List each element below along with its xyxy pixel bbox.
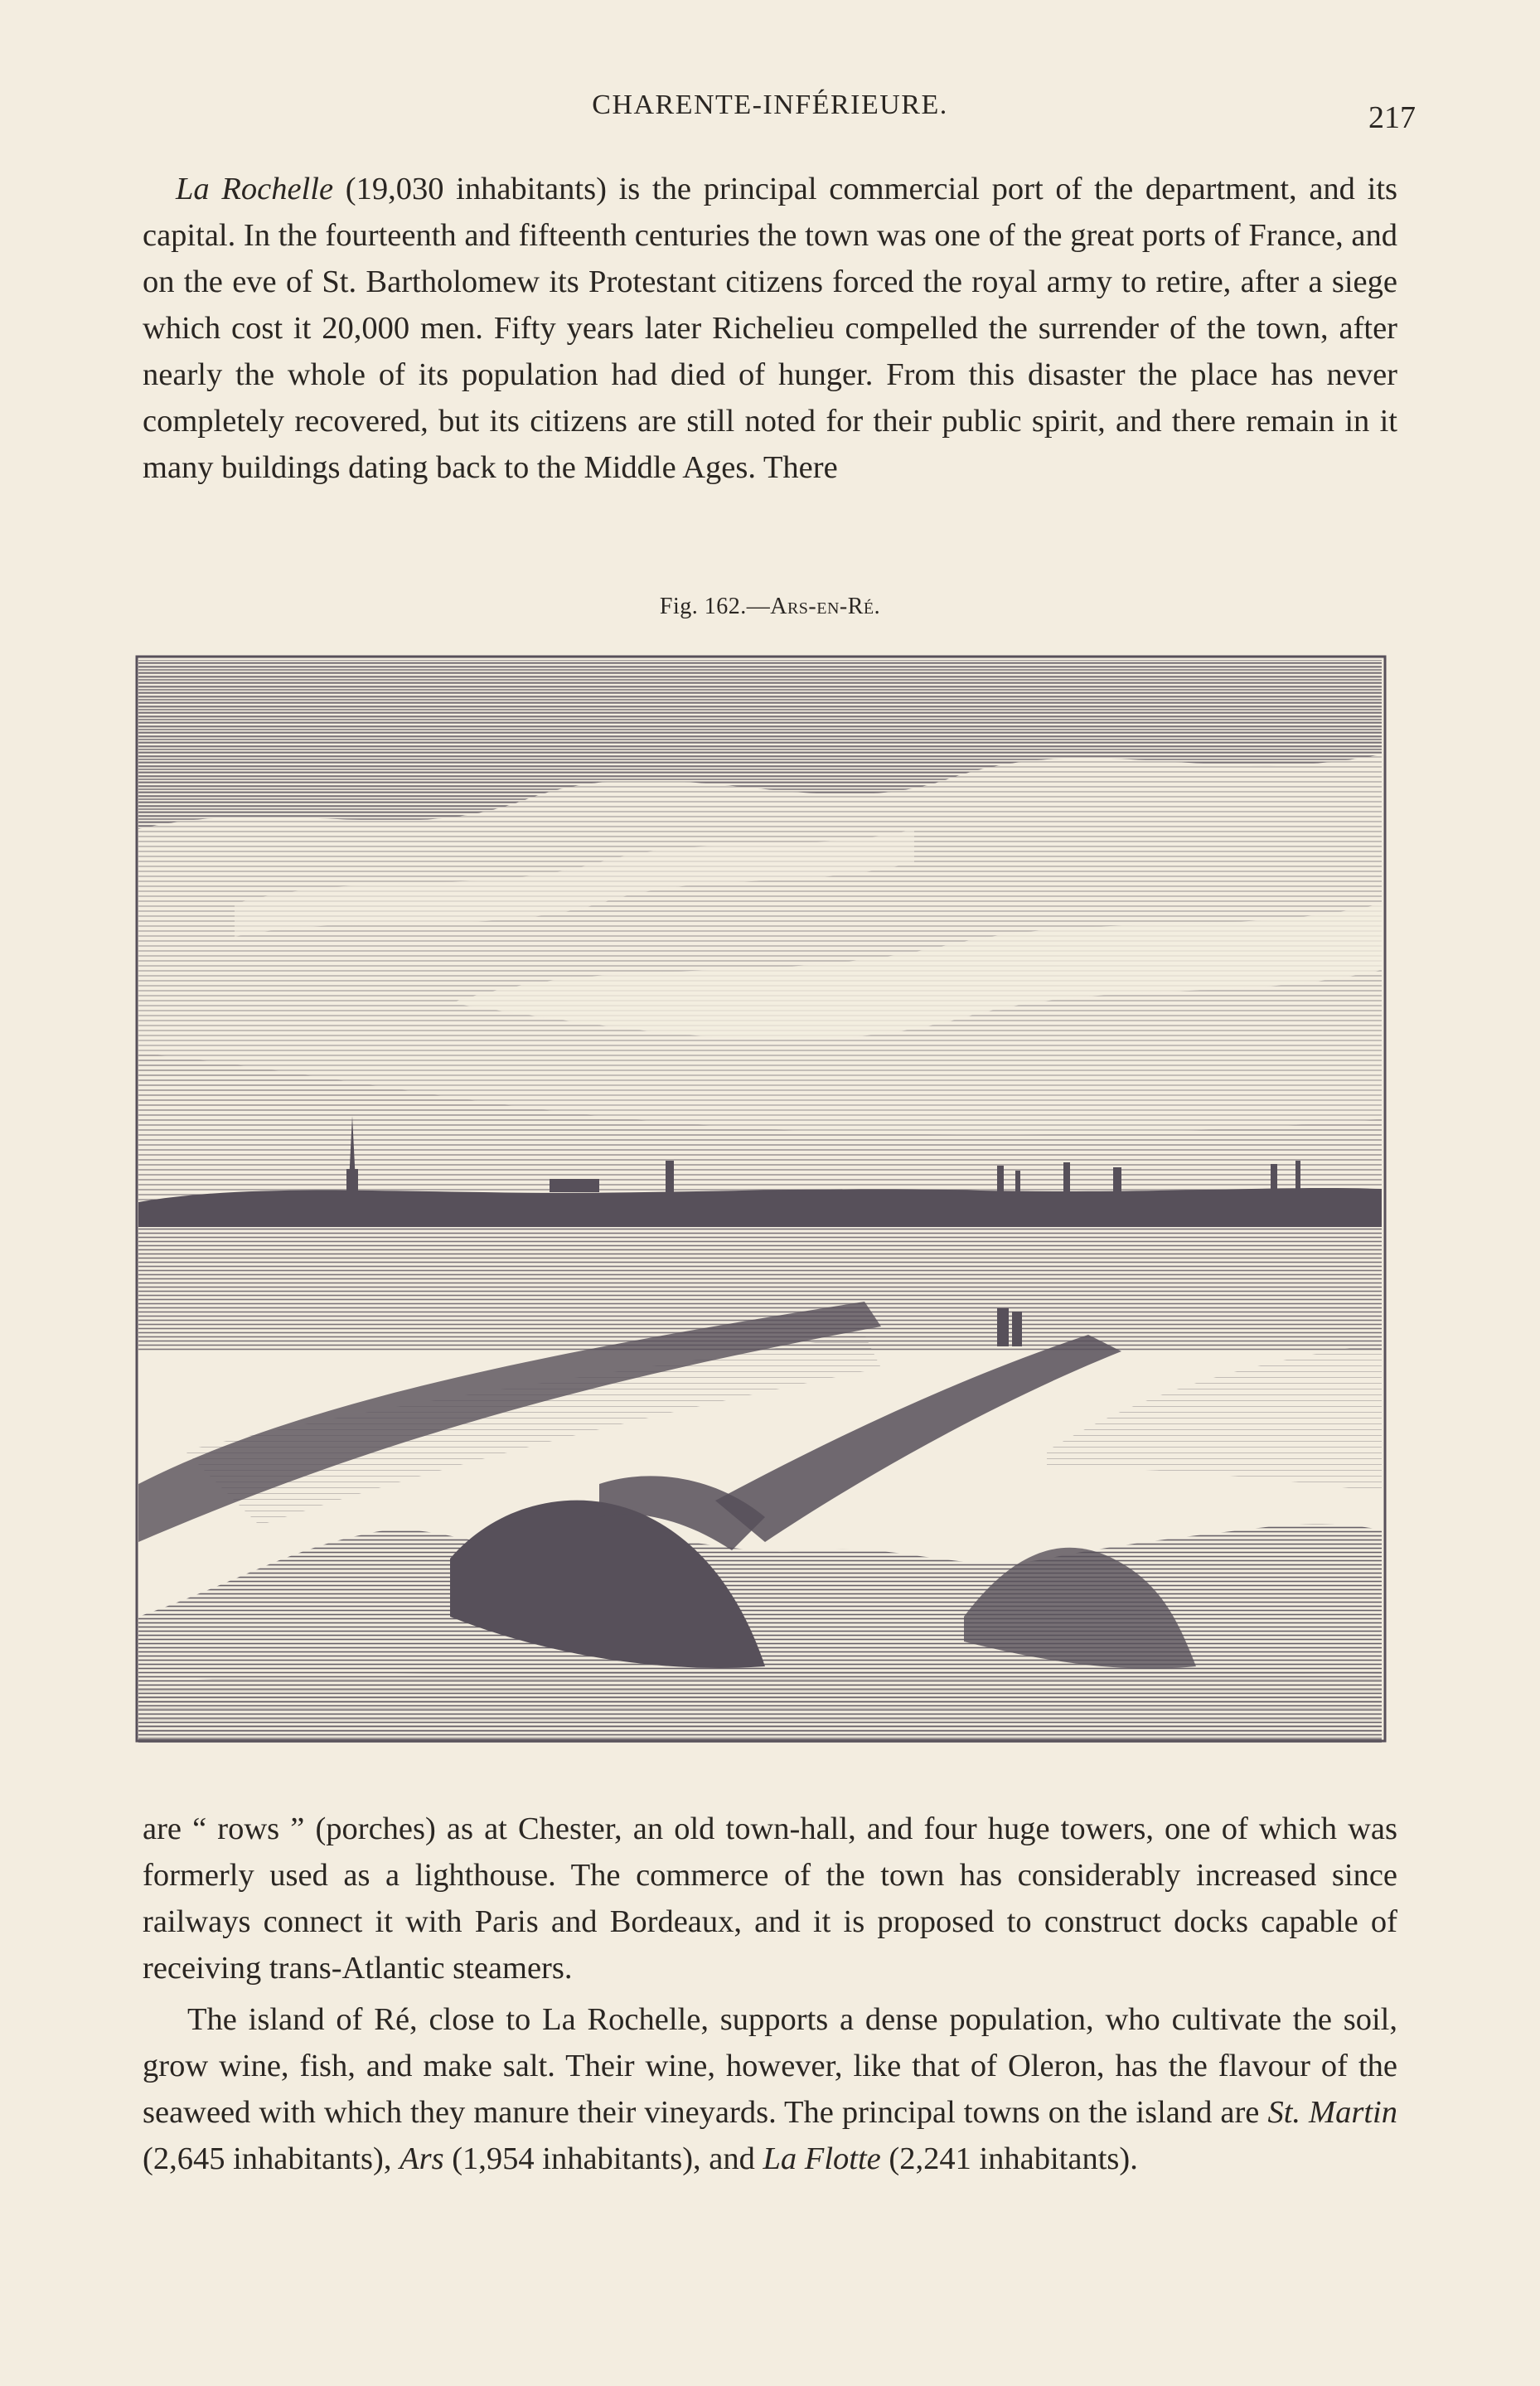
page-number: 217	[1368, 100, 1416, 135]
running-title: CHARENTE-INFÉRIEURE.	[592, 90, 948, 120]
figure-caption	[0, 594, 1540, 620]
engraving-illustration	[135, 655, 1387, 1743]
engraving-figure	[135, 655, 1387, 1743]
paragraph-text: (19,030 inhabitants) is the principal commercial port of the department, and its capital. In the fourteenth and fifteenth centuries the town was one of the great ports of France, and on the eve of St. Bartholomew its Protestant citizens forced the royal army to retire, after a siege which cost it 20,000 men. Fifty years later Richelieu compelled the surrender of the town, after nearly the whole of its population had died of hunger. From this disaster the place has never completely recovered, but its citizens are still noted for their public spirit, and there remain in it many buildings dating back to the Middle Ages. There	[143, 172, 1398, 485]
paragraph-island-of-re	[143, 1996, 1397, 2182]
place-name-la-flotte: La Flotte	[763, 2141, 881, 2176]
place-name-la-rochelle: La Rochelle	[176, 172, 334, 206]
place-name-ars: Ars	[400, 2141, 444, 2176]
paragraph-la-rochelle	[143, 166, 1397, 491]
paragraph-rows: are “ rows ” (porches) as at Chester, an old town-hall, and four huge towers, one of which was formerly used as a lighthouse. The commerce of the town has considerably increased since railways connect it with Paris and Bordeaux, and it is proposed to construct docks capable of receiving trans-Atlantic steamers.	[143, 1811, 1397, 1986]
figure-number: Fig. 162.—	[659, 594, 771, 619]
paragraph-text: The island of Ré, close to La Rochelle, supports a dense population, who cultivate the soil, grow wine, fish, and make salt. Their wine, however, like that of Oleron, has the flavour of the seaweed with which they manure their vineyards. The principal towns on the island are	[143, 2002, 1397, 2130]
figure-title: Ars-en-Ré.	[770, 594, 881, 619]
place-name-st-martin: St. Martin	[1267, 2095, 1397, 2130]
paragraph-text: (1,954 inhabitants), and	[443, 2141, 763, 2176]
running-head	[0, 90, 1540, 135]
paragraph-text: (2,241 inhabitants).	[880, 2141, 1138, 2176]
paragraph-text: (2,645 inhabitants),	[143, 2141, 400, 2176]
